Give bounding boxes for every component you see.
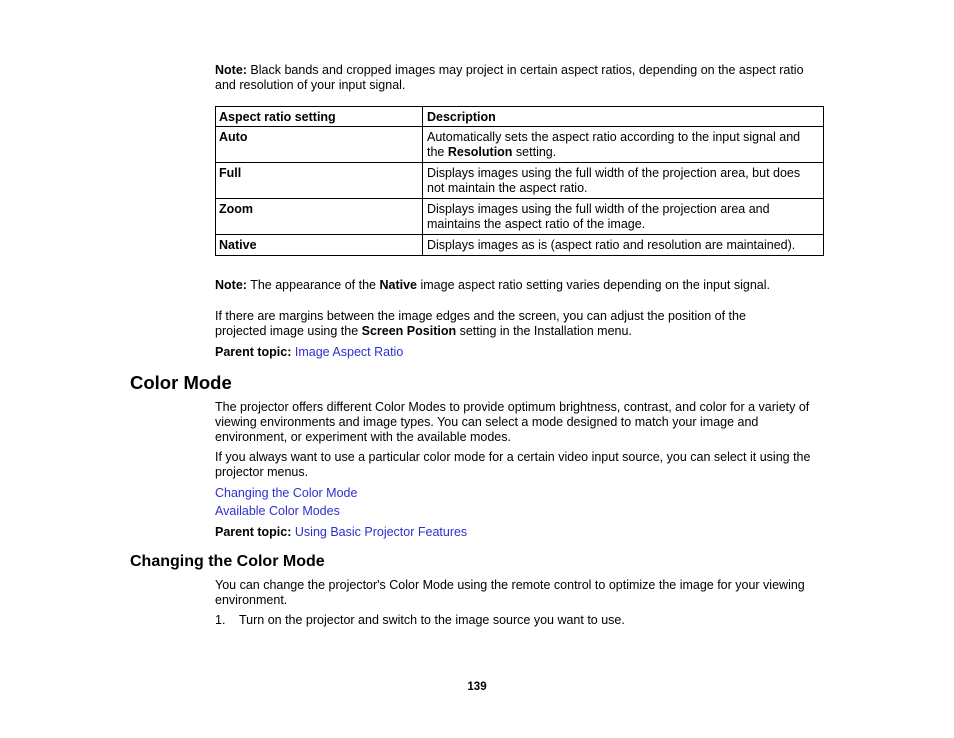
- link-changing-color-mode-wrap: [215, 486, 357, 501]
- step-text: Turn on the projector and switch to the image source you want to use.: [239, 613, 625, 627]
- header-aspect-ratio-setting: Aspect ratio setting: [216, 107, 423, 127]
- desc-bold: Resolution: [447, 145, 513, 159]
- note-native: [215, 278, 835, 293]
- note-aspect-bands: [215, 63, 815, 93]
- desc-text: Automatically sets the aspect ratio according to the input signal and the: [427, 130, 801, 159]
- color-mode-paragraph-1: The projector offers different Color Modes to provide optimum brightness, contrast, and color for a variety of viewing environments and image types. You can select a mode designed to match your image and environment, or experiment with the available modes.: [215, 400, 810, 444]
- setting-cell: Full: [216, 163, 423, 199]
- section-heading-color-mode: Color Mode: [130, 372, 232, 393]
- subheading-changing-color-mode: Changing the Color Mode: [130, 553, 325, 570]
- changing-paragraph: You can change the projector's Color Mode using the remote control to optimize the image for your viewing environment.: [215, 578, 805, 607]
- parent-topic-2: [215, 525, 467, 540]
- link-available-color-modes-wrap: [215, 504, 340, 519]
- step-number: 1.: [215, 613, 226, 627]
- parent-topic-label: Parent topic:: [215, 345, 292, 359]
- parent-topic-label: Parent topic:: [215, 525, 292, 539]
- desc-text: setting.: [512, 145, 557, 159]
- link-image-aspect-ratio[interactable]: Image Aspect Ratio: [294, 345, 404, 359]
- header-description: Description: [423, 107, 824, 127]
- link-available-color-modes[interactable]: Available Color Modes: [215, 504, 340, 518]
- parent-topic-1: [215, 345, 403, 360]
- para-text: If there are margins between the image edges and the screen, you can adjust the position of the projected image using the: [215, 309, 746, 338]
- table-row: [216, 235, 824, 256]
- color-mode-paragraph-2: If you always want to use a particular color mode for a certain video input source, you can select it using the projector menus.: [215, 450, 811, 479]
- table-header-row: [216, 107, 824, 127]
- para-text: setting in the Installation menu.: [456, 324, 632, 338]
- table-row: [216, 127, 824, 163]
- note-text: Black bands and cropped images may project in certain aspect ratios, depending on the aspect ratio and resolution of your input signal.: [215, 63, 804, 92]
- description-cell: Displays images as is (aspect ratio and resolution are maintained).: [423, 235, 824, 256]
- setting-cell: Auto: [216, 127, 423, 163]
- description-cell: Displays images using the full width of the projection area and maintains the aspect ratio of the image.: [423, 199, 824, 235]
- setting-cell: Native: [216, 235, 423, 256]
- link-using-basic-projector-features[interactable]: Using Basic Projector Features: [294, 525, 468, 539]
- note-label: Note:: [215, 278, 247, 292]
- page-number: 139: [467, 681, 487, 693]
- table-row: [216, 199, 824, 235]
- note-text: image aspect ratio setting varies depending on the input signal.: [417, 278, 771, 292]
- aspect-ratio-table: [215, 106, 824, 256]
- table-row: [216, 163, 824, 199]
- description-cell: [423, 127, 824, 163]
- margins-paragraph: [215, 309, 790, 339]
- para-bold: Screen Position: [361, 324, 457, 338]
- setting-cell: Zoom: [216, 199, 423, 235]
- link-changing-the-color-mode[interactable]: Changing the Color Mode: [215, 486, 358, 500]
- description-cell: Displays images using the full width of the projection area, but does not maintain the aspect ratio.: [423, 163, 824, 199]
- note-text: The appearance of the: [246, 278, 380, 292]
- note-label: Note:: [215, 63, 247, 77]
- note-bold: Native: [379, 278, 417, 292]
